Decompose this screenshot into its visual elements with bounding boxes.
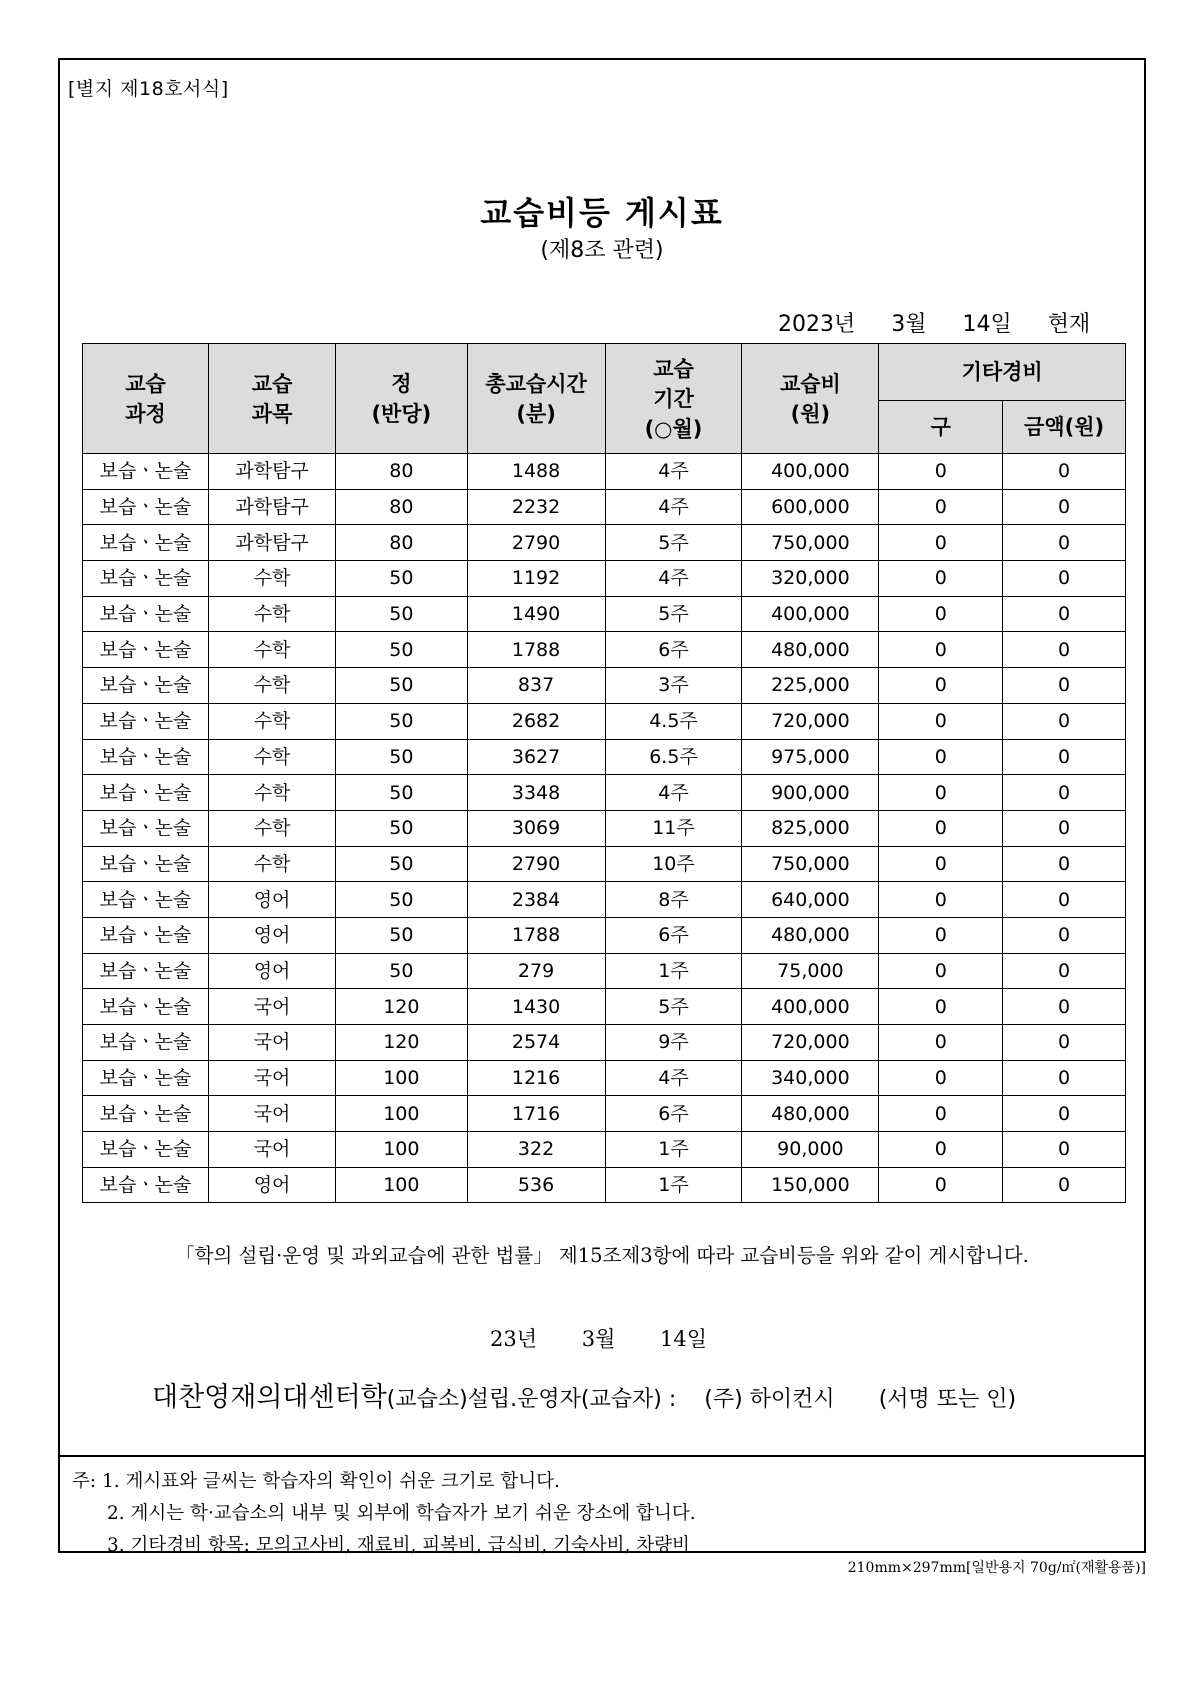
- cell-subject: 국어: [209, 1096, 336, 1132]
- cell-period: 4주: [605, 1060, 742, 1096]
- as-of-month: 3월: [891, 312, 927, 337]
- cell-subject: 국어: [209, 1060, 336, 1096]
- cell-course: 보습ㆍ논술: [83, 775, 209, 811]
- cell-capacity: 80: [336, 525, 467, 561]
- cell-subject: 과학탐구: [209, 454, 336, 490]
- header-capacity: 정 (반당): [336, 344, 467, 454]
- cell-total-time: 1490: [467, 596, 605, 632]
- note-1: 주: 1. 게시표와 글씨는 학습자의 확인이 쉬운 크기로 합니다.: [72, 1471, 560, 1492]
- form-number: [별지 제18호서식]: [68, 78, 229, 100]
- cell-course: 보습ㆍ논술: [83, 454, 209, 490]
- cell-other-type: 0: [879, 1132, 1003, 1168]
- cell-other-type: 0: [879, 882, 1003, 918]
- cell-period: 1주: [605, 1167, 742, 1203]
- cell-other-type: 0: [879, 1060, 1003, 1096]
- cell-fee: 400,000: [742, 596, 879, 632]
- cell-total-time: 1788: [467, 917, 605, 953]
- table-row: [83, 703, 1126, 739]
- institution-name: 대찬영재의대센터학: [152, 1382, 387, 1413]
- cell-other-amount: 0: [1003, 775, 1126, 811]
- table-row: [83, 596, 1126, 632]
- cell-other-type: 0: [879, 525, 1003, 561]
- cell-capacity: 50: [336, 846, 467, 882]
- cell-fee: 75,000: [742, 953, 879, 989]
- sign-day: 14일: [660, 1327, 708, 1351]
- fee-table-body: [83, 454, 1126, 1203]
- cell-fee: 340,000: [742, 1060, 879, 1096]
- cell-other-amount: 0: [1003, 989, 1126, 1025]
- cell-fee: 640,000: [742, 882, 879, 918]
- table-row: [83, 1025, 1126, 1061]
- signer-line: [152, 1375, 1016, 1414]
- cell-other-type: 0: [879, 489, 1003, 525]
- cell-period: 6주: [605, 1096, 742, 1132]
- cell-other-type: 0: [879, 668, 1003, 704]
- cell-total-time: 3627: [467, 739, 605, 775]
- header-other-amount: 금액(원): [1003, 401, 1126, 454]
- cell-capacity: 100: [336, 1096, 467, 1132]
- cell-course: 보습ㆍ논술: [83, 489, 209, 525]
- table-row: [83, 846, 1126, 882]
- cell-course: 보습ㆍ논술: [83, 1096, 209, 1132]
- cell-fee: 480,000: [742, 1096, 879, 1132]
- cell-fee: 750,000: [742, 525, 879, 561]
- cell-capacity: 120: [336, 989, 467, 1025]
- cell-subject: 수학: [209, 668, 336, 704]
- cell-period: 4주: [605, 775, 742, 811]
- cell-other-amount: 0: [1003, 739, 1126, 775]
- cell-total-time: 837: [467, 668, 605, 704]
- cell-total-time: 2790: [467, 525, 605, 561]
- cell-other-amount: 0: [1003, 810, 1126, 846]
- cell-period: 4주: [605, 489, 742, 525]
- cell-fee: 975,000: [742, 739, 879, 775]
- cell-other-type: 0: [879, 846, 1003, 882]
- cell-other-amount: 0: [1003, 953, 1126, 989]
- cell-period: 9주: [605, 1025, 742, 1061]
- cell-total-time: 3069: [467, 810, 605, 846]
- cell-other-amount: 0: [1003, 489, 1126, 525]
- cell-other-amount: 0: [1003, 1025, 1126, 1061]
- cell-fee: 750,000: [742, 846, 879, 882]
- table-row: [83, 489, 1126, 525]
- header-total-time: 총교습시간 (분): [467, 344, 605, 454]
- cell-course: 보습ㆍ논술: [83, 668, 209, 704]
- cell-capacity: 50: [336, 596, 467, 632]
- cell-other-amount: 0: [1003, 668, 1126, 704]
- cell-subject: 영어: [209, 882, 336, 918]
- cell-period: 1주: [605, 953, 742, 989]
- cell-subject: 국어: [209, 1132, 336, 1168]
- cell-total-time: 2232: [467, 489, 605, 525]
- table-row: [83, 1060, 1126, 1096]
- cell-other-type: 0: [879, 703, 1003, 739]
- cell-subject: 영어: [209, 953, 336, 989]
- header-other-expenses: 기타경비: [879, 344, 1126, 401]
- cell-period: 3주: [605, 668, 742, 704]
- cell-total-time: 1430: [467, 989, 605, 1025]
- cell-total-time: 1192: [467, 561, 605, 597]
- table-row: [83, 561, 1126, 597]
- as-of-day: 14일: [962, 312, 1012, 337]
- page-title: 교습비등 게시표: [480, 194, 724, 232]
- cell-other-type: 0: [879, 953, 1003, 989]
- cell-fee: 320,000: [742, 561, 879, 597]
- cell-other-amount: 0: [1003, 632, 1126, 668]
- notes-section: [60, 1455, 1144, 1556]
- cell-capacity: 100: [336, 1132, 467, 1168]
- cell-course: 보습ㆍ논술: [83, 989, 209, 1025]
- cell-course: 보습ㆍ논술: [83, 525, 209, 561]
- cell-capacity: 100: [336, 1167, 467, 1203]
- cell-subject: 수학: [209, 775, 336, 811]
- cell-fee: 400,000: [742, 989, 879, 1025]
- as-of-year: 2023년: [778, 312, 856, 337]
- cell-other-amount: 0: [1003, 525, 1126, 561]
- table-row: [83, 953, 1126, 989]
- cell-other-amount: 0: [1003, 917, 1126, 953]
- cell-fee: 480,000: [742, 917, 879, 953]
- cell-course: 보습ㆍ논술: [83, 596, 209, 632]
- cell-fee: 600,000: [742, 489, 879, 525]
- cell-subject: 수학: [209, 846, 336, 882]
- as-of-label: 현재: [1047, 312, 1091, 337]
- table-row: [83, 454, 1126, 490]
- cell-other-type: 0: [879, 989, 1003, 1025]
- header-other-type: 구: [879, 401, 1003, 454]
- cell-period: 6주: [605, 632, 742, 668]
- cell-subject: 과학탐구: [209, 489, 336, 525]
- table-row: [83, 989, 1126, 1025]
- cell-subject: 영어: [209, 1167, 336, 1203]
- cell-capacity: 50: [336, 953, 467, 989]
- cell-total-time: 536: [467, 1167, 605, 1203]
- cell-course: 보습ㆍ논술: [83, 632, 209, 668]
- cell-other-type: 0: [879, 1167, 1003, 1203]
- cell-subject: 수학: [209, 703, 336, 739]
- cell-fee: 480,000: [742, 632, 879, 668]
- signer-role: (교습소)설립.운영자(교습자) :: [386, 1387, 677, 1412]
- cell-total-time: 2682: [467, 703, 605, 739]
- cell-other-amount: 0: [1003, 1167, 1126, 1203]
- cell-other-type: 0: [879, 596, 1003, 632]
- cell-total-time: 2790: [467, 846, 605, 882]
- form-frame: [58, 58, 1146, 1556]
- note-3: 3. 기타경비 항목: 모의고사비, 재료비, 피복비, 급식비, 기숙사비, 차량비: [107, 1535, 690, 1556]
- cell-other-type: 0: [879, 1096, 1003, 1132]
- cell-subject: 국어: [209, 1025, 336, 1061]
- cell-period: 8주: [605, 882, 742, 918]
- cell-period: 6주: [605, 917, 742, 953]
- table-row: [83, 882, 1126, 918]
- cell-other-type: 0: [879, 810, 1003, 846]
- cell-course: 보습ㆍ논술: [83, 846, 209, 882]
- cell-period: 4.5주: [605, 703, 742, 739]
- cell-capacity: 50: [336, 739, 467, 775]
- cell-capacity: 100: [336, 1060, 467, 1096]
- cell-course: 보습ㆍ논술: [83, 810, 209, 846]
- header-period: 교습 기간 (○월): [605, 344, 742, 454]
- cell-subject: 영어: [209, 917, 336, 953]
- cell-period: 5주: [605, 525, 742, 561]
- cell-period: 10주: [605, 846, 742, 882]
- cell-period: 5주: [605, 596, 742, 632]
- table-row: [83, 1132, 1126, 1168]
- cell-subject: 수학: [209, 596, 336, 632]
- cell-other-amount: 0: [1003, 561, 1126, 597]
- cell-other-type: 0: [879, 454, 1003, 490]
- cell-other-type: 0: [879, 1025, 1003, 1061]
- cell-other-type: 0: [879, 561, 1003, 597]
- cell-subject: 수학: [209, 632, 336, 668]
- cell-period: 11주: [605, 810, 742, 846]
- cell-course: 보습ㆍ논술: [83, 739, 209, 775]
- cell-total-time: 279: [467, 953, 605, 989]
- sign-month: 3월: [581, 1327, 616, 1351]
- cell-fee: 400,000: [742, 454, 879, 490]
- cell-course: 보습ㆍ논술: [83, 1060, 209, 1096]
- signer-name: (주) 하이컨시: [704, 1387, 835, 1412]
- cell-capacity: 80: [336, 489, 467, 525]
- fee-table: [82, 343, 1126, 1203]
- cell-total-time: 1716: [467, 1096, 605, 1132]
- cell-period: 4주: [605, 454, 742, 490]
- cell-capacity: 50: [336, 703, 467, 739]
- note-2: 2. 게시는 학·교습소의 내부 및 외부에 학습자가 보기 쉬운 장소에 합니다.: [107, 1503, 696, 1524]
- cell-fee: 225,000: [742, 668, 879, 704]
- cell-other-type: 0: [879, 917, 1003, 953]
- header-fee: 교습비 (원): [742, 344, 879, 454]
- cell-total-time: 322: [467, 1132, 605, 1168]
- table-row: [83, 1096, 1126, 1132]
- as-of-date: [778, 307, 1090, 338]
- cell-other-amount: 0: [1003, 1060, 1126, 1096]
- cell-subject: 수학: [209, 739, 336, 775]
- cell-other-amount: 0: [1003, 596, 1126, 632]
- cell-course: 보습ㆍ논술: [83, 1132, 209, 1168]
- cell-other-type: 0: [879, 632, 1003, 668]
- cell-course: 보습ㆍ논술: [83, 953, 209, 989]
- cell-course: 보습ㆍ논술: [83, 561, 209, 597]
- cell-fee: 720,000: [742, 703, 879, 739]
- table-row: [83, 810, 1126, 846]
- table-row: [83, 775, 1126, 811]
- cell-total-time: 1788: [467, 632, 605, 668]
- cell-total-time: 1488: [467, 454, 605, 490]
- cell-period: 1주: [605, 1132, 742, 1168]
- cell-subject: 수학: [209, 561, 336, 597]
- cell-course: 보습ㆍ논술: [83, 882, 209, 918]
- notice-text: 「학의 설립·운영 및 과외교습에 관한 법률」 제15조제3항에 따라 교습비등을 위와 같이 게시합니다.: [175, 1244, 1029, 1267]
- cell-total-time: 2574: [467, 1025, 605, 1061]
- cell-fee: 720,000: [742, 1025, 879, 1061]
- table-row: [83, 917, 1126, 953]
- cell-course: 보습ㆍ논술: [83, 1167, 209, 1203]
- cell-other-amount: 0: [1003, 1132, 1126, 1168]
- header-subject: 교습 과목: [209, 344, 336, 454]
- table-row: [83, 525, 1126, 561]
- paper-spec: 210mm×297mm[일반용지 70g/㎡(재활용품)]: [847, 1560, 1146, 1576]
- cell-capacity: 80: [336, 454, 467, 490]
- cell-course: 보습ㆍ논술: [83, 1025, 209, 1061]
- table-row: [83, 632, 1126, 668]
- cell-period: 5주: [605, 989, 742, 1025]
- table-row: [83, 739, 1126, 775]
- cell-capacity: 50: [336, 668, 467, 704]
- cell-capacity: 50: [336, 917, 467, 953]
- cell-fee: 90,000: [742, 1132, 879, 1168]
- cell-other-amount: 0: [1003, 882, 1126, 918]
- cell-capacity: 50: [336, 561, 467, 597]
- cell-course: 보습ㆍ논술: [83, 703, 209, 739]
- page-subtitle: (제8조 관련): [540, 238, 664, 263]
- header-course: 교습 과정: [83, 344, 209, 454]
- cell-capacity: 50: [336, 775, 467, 811]
- cell-period: 6.5주: [605, 739, 742, 775]
- signature-placeholder: (서명 또는 인): [878, 1387, 1017, 1412]
- cell-fee: 150,000: [742, 1167, 879, 1203]
- table-row: [83, 668, 1126, 704]
- cell-capacity: 50: [336, 632, 467, 668]
- cell-other-amount: 0: [1003, 703, 1126, 739]
- cell-total-time: 1216: [467, 1060, 605, 1096]
- cell-period: 4주: [605, 561, 742, 597]
- cell-fee: 900,000: [742, 775, 879, 811]
- cell-other-amount: 0: [1003, 846, 1126, 882]
- cell-total-time: 2384: [467, 882, 605, 918]
- cell-fee: 825,000: [742, 810, 879, 846]
- cell-other-type: 0: [879, 775, 1003, 811]
- cell-subject: 수학: [209, 810, 336, 846]
- table-row: [83, 1167, 1126, 1203]
- cell-capacity: 120: [336, 1025, 467, 1061]
- cell-capacity: 50: [336, 810, 467, 846]
- cell-other-amount: 0: [1003, 454, 1126, 490]
- cell-total-time: 3348: [467, 775, 605, 811]
- sign-date: [490, 1323, 745, 1353]
- cell-subject: 국어: [209, 989, 336, 1025]
- cell-other-type: 0: [879, 739, 1003, 775]
- cell-course: 보습ㆍ논술: [83, 917, 209, 953]
- cell-capacity: 50: [336, 882, 467, 918]
- cell-subject: 과학탐구: [209, 525, 336, 561]
- sign-year: 23년: [490, 1327, 538, 1351]
- cell-other-amount: 0: [1003, 1096, 1126, 1132]
